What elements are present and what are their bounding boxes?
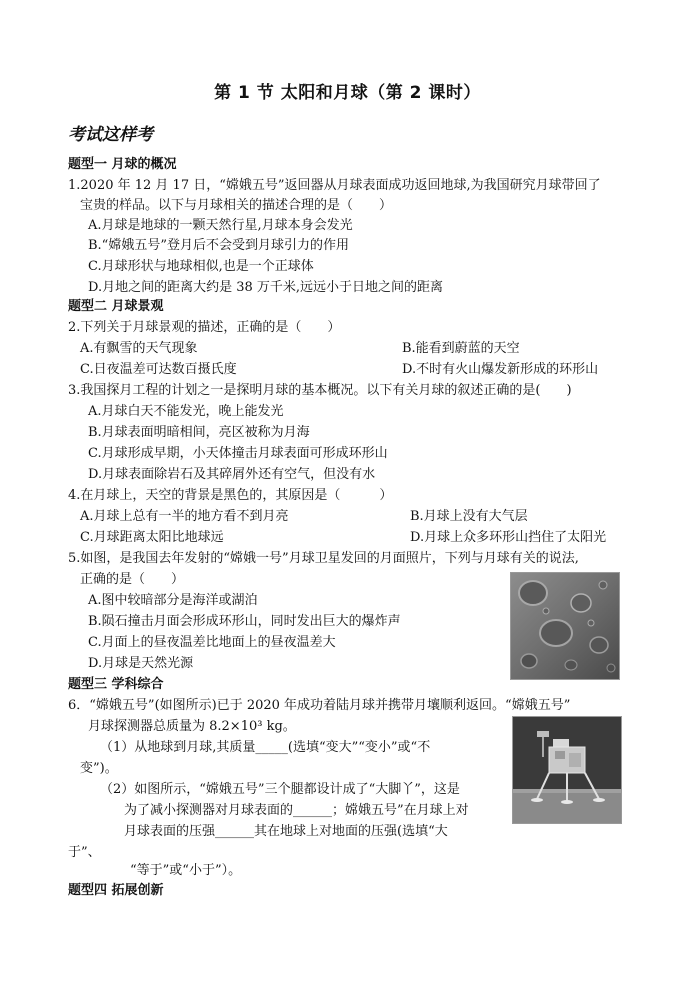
q6-line5: （2）如图所示，“嫦娥五号”三个腿都设计成了“大脚丫”，这是 — [100, 782, 460, 797]
q2-option-b: B.能看到蔚蓝的天空 — [402, 341, 520, 356]
q5-option-b: B.陨石撞击月面会形成环形山，同时发出巨大的爆炸声 — [88, 614, 401, 629]
q3-option-c: C.月球形成早期，小天体撞击月球表面可形成环形山 — [88, 446, 388, 461]
q2-stem: 2.下列关于月球景观的描述，正确的是（ ） — [68, 320, 341, 335]
page-title: 第 1 节 太阳和月球（第 2 课时） — [214, 83, 481, 103]
q5-option-a: A.图中较暗部分是海洋或湖泊 — [88, 593, 258, 608]
lander-photo — [512, 716, 622, 824]
type3-heading: 题型三 学科综合 — [68, 677, 164, 692]
q1-stem-line2: 宝贵的样品。以下与月球相关的描述合理的是（ ） — [80, 198, 393, 213]
q6-line6: 为了减小探测器对月球表面的______；嫦娥五号”在月球上对 — [124, 803, 469, 818]
q4-option-d: D.月球上众多环形山挡住了太阳光 — [410, 530, 607, 545]
q6-line2: 月球探测器总质量为 8.2×10³ kg。 — [88, 719, 296, 734]
q4-stem: 4.在月球上，天空的背景是黑色的，其原因是（ ） — [68, 488, 393, 503]
q6-line7: 月球表面的压强______其在地球上对地面的压强(选填“大 — [124, 824, 448, 839]
q2-option-c: C.日夜温差可达数百摄氏度 — [80, 362, 237, 377]
q6-line4: 变”)。 — [80, 761, 118, 776]
type4-heading: 题型四 拓展创新 — [68, 883, 164, 898]
q1-stem-line1: 1.2020 年 12 月 17 日，“嫦娥五号”返回器从月球表面成功返回地球,为我国研究月球带回了 — [68, 178, 601, 193]
q1-option-a: A.月球是地球的一颗天然行星,月球本身会发光 — [88, 218, 353, 233]
q1-option-c: C.月球形状与地球相似,也是一个正球体 — [88, 259, 314, 274]
q5-stem-line2: 正确的是（ ） — [80, 572, 185, 587]
q6-line9: “等于”或“小于”）。 — [130, 863, 242, 878]
q5-option-c: C.月面上的昼夜温差比地面上的昼夜温差大 — [88, 635, 336, 650]
q2-option-a: A.有飘雪的天气现象 — [80, 341, 198, 356]
q1-option-b: B.“嫦娥五号”登月后不会受到月球引力的作用 — [88, 238, 349, 253]
q5-stem-line1: 5.如图，是我国去年发射的“嫦娥一号”月球卫星发回的月面照片，下列与月球有关的说法, — [68, 551, 579, 566]
moon-surface-photo — [510, 572, 620, 680]
q6-line3: （1）从地球到月球,其质量_____(选填“变大”“变小”或“不 — [100, 740, 431, 755]
q3-option-d: D.月球表面除岩石及其碎屑外还有空气，但没有水 — [88, 467, 376, 482]
q1-option-d: D.月地之间的距离大约是 38 万千米,远远小于日地之间的距离 — [88, 280, 444, 295]
q5-option-d: D.月球是天然光源 — [88, 656, 194, 671]
type1-heading: 题型一 月球的概况 — [68, 157, 177, 172]
q6-line1: 6．“嫦娥五号”(如图所示)已于 2020 年成功着陆月球并携带月壤顺利返回。“嫦娥五号” — [68, 698, 571, 713]
type2-heading: 题型二 月球景观 — [68, 299, 164, 314]
section-heading: 考试这样考 — [68, 125, 153, 145]
q4-option-b: B.月球上没有大气层 — [410, 509, 528, 524]
q4-option-c: C.月球距离太阳比地球远 — [80, 530, 224, 545]
q3-stem: 3.我国探月工程的计划之一是探明月球的基本概况。以下有关月球的叙述正确的是( ) — [68, 383, 572, 398]
q4-option-a: A.月球上总有一半的地方看不到月亮 — [80, 509, 289, 524]
q6-line8: 于”、 — [68, 845, 101, 860]
q3-option-b: B.月球表面明暗相间，亮区被称为月海 — [88, 425, 310, 440]
q2-option-d: D.不时有火山爆发新形成的环形山 — [402, 362, 599, 377]
q3-option-a: A.月球白天不能发光，晚上能发光 — [88, 404, 284, 419]
